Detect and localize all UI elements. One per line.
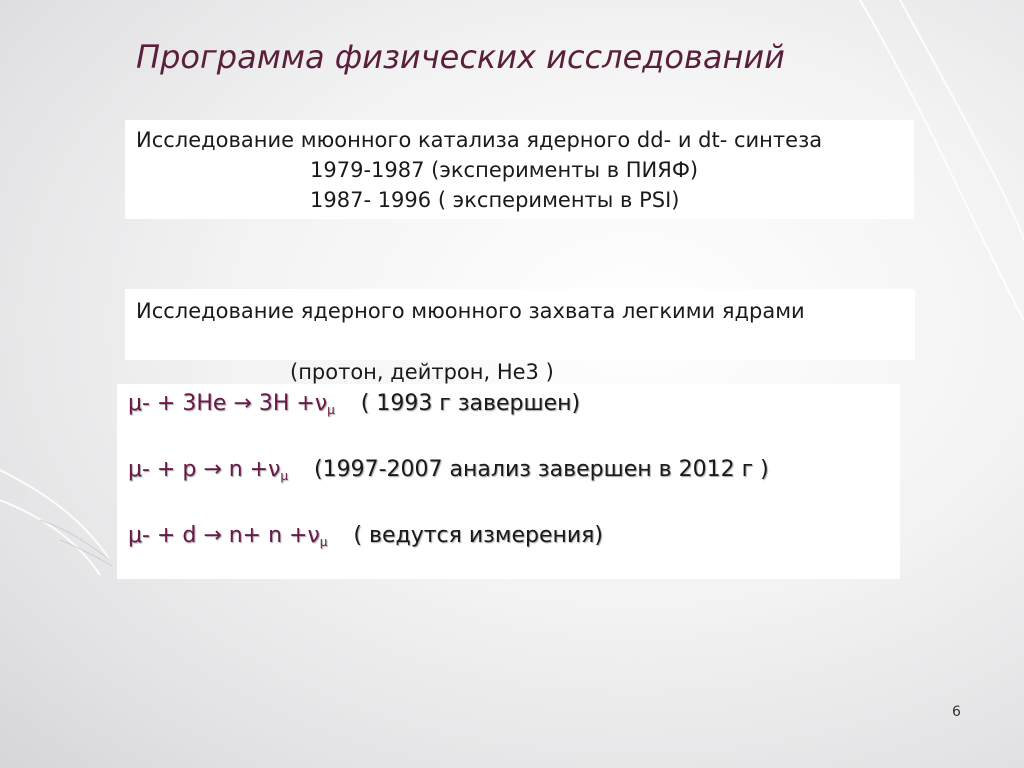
- muon-capture-nuclei-note: (протон, дейтрон, He3 ): [290, 360, 554, 384]
- catalysis-heading: Исследование мюонного катализа ядерного dd- и dt- синтеза: [136, 128, 823, 152]
- reaction-he3: [128, 389, 889, 425]
- muon-capture-box: [125, 289, 915, 360]
- catalysis-period-psi: 1987- 1996 ( эксперименты в PSI): [310, 188, 680, 212]
- reaction-status: ( ведутся измерения): [353, 523, 603, 548]
- catalysis-period-pnpi: 1979-1987 (эксперименты в ПИЯФ): [310, 158, 699, 182]
- reaction-equation: $\mu- + p \to n +\nu_\mu$: [128, 457, 289, 483]
- reaction-deuteron: [128, 521, 889, 557]
- reaction-status: (1997-2007 анализ завершен в 2012 г ): [314, 457, 769, 482]
- reaction-equation: $\mu- + 3He \to 3H +\nu_\mu$: [128, 391, 335, 417]
- reaction-status: ( 1993 г завершен): [360, 391, 581, 416]
- reactions-box: [117, 384, 900, 579]
- reaction-equation: $\mu- + d \to n+ n +\nu_\mu$: [128, 523, 328, 549]
- reaction-proton: [128, 455, 889, 491]
- muon-capture-heading: Исследование ядерного мюонного захвата легкими ядрами: [136, 299, 805, 323]
- muon-catalysis-box: [125, 120, 914, 219]
- page-number: 6: [952, 704, 961, 720]
- slide-title: Программа физических исследований: [136, 38, 785, 76]
